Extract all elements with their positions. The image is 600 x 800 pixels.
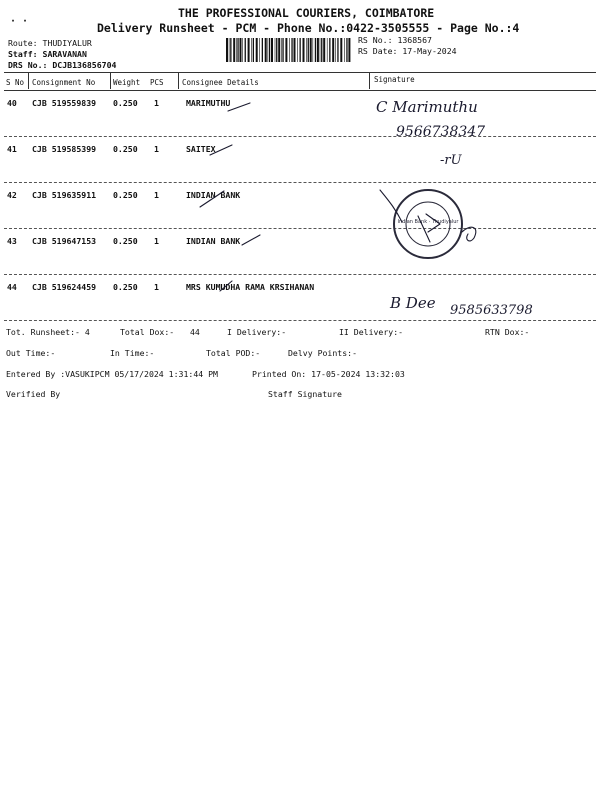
col-divider: [369, 73, 370, 89]
table-top-rule: [4, 72, 596, 73]
cell-consignment: CJB 519635911: [32, 190, 97, 200]
entered-by: Entered By :VASUKIPCM 05/17/2024 1:31:44 PM: [6, 369, 218, 379]
table-header-rule: [4, 90, 596, 91]
route-label: Route:: [8, 38, 38, 48]
header-weight: Weight: [113, 78, 141, 87]
in-time: In Time:-: [110, 348, 155, 358]
ii-delivery: II Delivery:-: [339, 327, 404, 337]
cell-sno: 40: [7, 98, 17, 108]
drs-label: DRS No.:: [8, 60, 48, 70]
staff-line: [8, 49, 87, 59]
cell-sno: 41: [7, 144, 17, 154]
delvy-points: Delvy Points:-: [288, 348, 358, 358]
i-delivery: I Delivery:-: [227, 327, 287, 337]
cell-consignment: CJB 519585399: [32, 144, 97, 154]
cell-consignee: INDIAN BANK: [186, 190, 241, 200]
tick-marks: [180, 95, 370, 305]
cell-consignee: SAITEX: [186, 144, 216, 154]
tick-mark-row43: [242, 235, 260, 245]
cell-pcs: 1: [154, 98, 159, 108]
tick-mark-row40: [228, 103, 250, 111]
cell-consignee: MRS KUMUDHA RAMA KRSIHANAN: [186, 282, 315, 292]
header-sno: S No: [6, 78, 25, 87]
signature-row44-phone: 9585633798: [450, 303, 533, 318]
cell-sno: 42: [7, 190, 17, 200]
rs-date-line: [358, 46, 457, 56]
rs-date-label: RS Date:: [358, 46, 398, 56]
col-divider: [110, 73, 111, 89]
tick-mark-row41: [210, 145, 232, 155]
total-dox-value: 44: [190, 327, 200, 337]
header-signature: Signature: [374, 75, 415, 84]
staff-label: Staff:: [8, 49, 38, 59]
cell-pcs: 1: [154, 144, 159, 154]
cell-pcs: 1: [154, 236, 159, 246]
tick-mark-row44: [220, 281, 232, 291]
cell-consignment: CJB 519559839: [32, 98, 97, 108]
company-title: THE PROFESSIONAL COURIERS, COIMBATORE: [178, 6, 435, 20]
total-dox-label: Total Dox:-: [120, 327, 175, 337]
verified-by: Verified By: [6, 389, 61, 399]
route-line: [8, 38, 92, 48]
rs-no-label: RS No.:: [358, 35, 393, 45]
cell-weight: 0.250: [113, 98, 138, 108]
cell-weight: 0.250: [113, 236, 138, 246]
cell-sno: 43: [7, 236, 17, 246]
cell-sno: 44: [7, 282, 17, 292]
tot-runsheet: Tot. Runsheet:- 4: [6, 327, 90, 337]
cell-pcs: 1: [154, 190, 159, 200]
col-divider: [28, 73, 29, 89]
signature-row41-mark: -rU: [440, 153, 462, 168]
cell-consignee: MARIMUTHU: [186, 98, 231, 108]
staff-value: SARAVANAN: [42, 49, 87, 59]
signature-row44-name: B Dee: [390, 294, 436, 312]
drs-line: [8, 60, 116, 70]
rtn-dox: RTN Dox:-: [485, 327, 530, 337]
header-consignment: Consignment No: [32, 78, 96, 87]
cell-consignment: CJB 519624459: [32, 282, 97, 292]
out-time: Out Time:-: [6, 348, 56, 358]
printed-on: Printed On: 17-05-2024 13:32:03: [252, 369, 405, 379]
cell-weight: 0.250: [113, 190, 138, 200]
rs-no-value: 1368567: [397, 35, 432, 45]
total-pod: Total POD:-: [206, 348, 261, 358]
drs-value: DCJB136856704: [52, 60, 117, 70]
stamp-text: Indian Bank · Thudiyalur: [397, 219, 459, 225]
route-value: THUDIYALUR: [42, 38, 92, 48]
staff-signature: Staff Signature: [268, 389, 342, 399]
col-divider: [178, 73, 179, 89]
header-pcs: PCS: [150, 78, 164, 87]
header-consignee: Consignee Details: [182, 78, 259, 87]
runsheet-title: Delivery Runsheet - PCM - Phone No.:0422-3505555 - Page No.:4: [97, 21, 520, 35]
barcode-image: [226, 38, 351, 62]
rs-no-line: [358, 35, 432, 45]
cell-consignment: CJB 519647153: [32, 236, 97, 246]
cell-weight: 0.250: [113, 282, 138, 292]
bank-stamp: [380, 190, 476, 258]
cell-weight: 0.250: [113, 144, 138, 154]
tick-mark-row42: [200, 191, 224, 207]
signature-row40-name: C Marimuthu: [376, 98, 478, 116]
signature-area: [370, 92, 598, 322]
cell-consignee: INDIAN BANK: [186, 236, 241, 246]
signature-row40-phone: 9566738347: [396, 124, 486, 140]
rs-date-value: 17-May-2024: [402, 46, 457, 56]
cell-pcs: 1: [154, 282, 159, 292]
scan-dots: · ·: [10, 16, 29, 27]
